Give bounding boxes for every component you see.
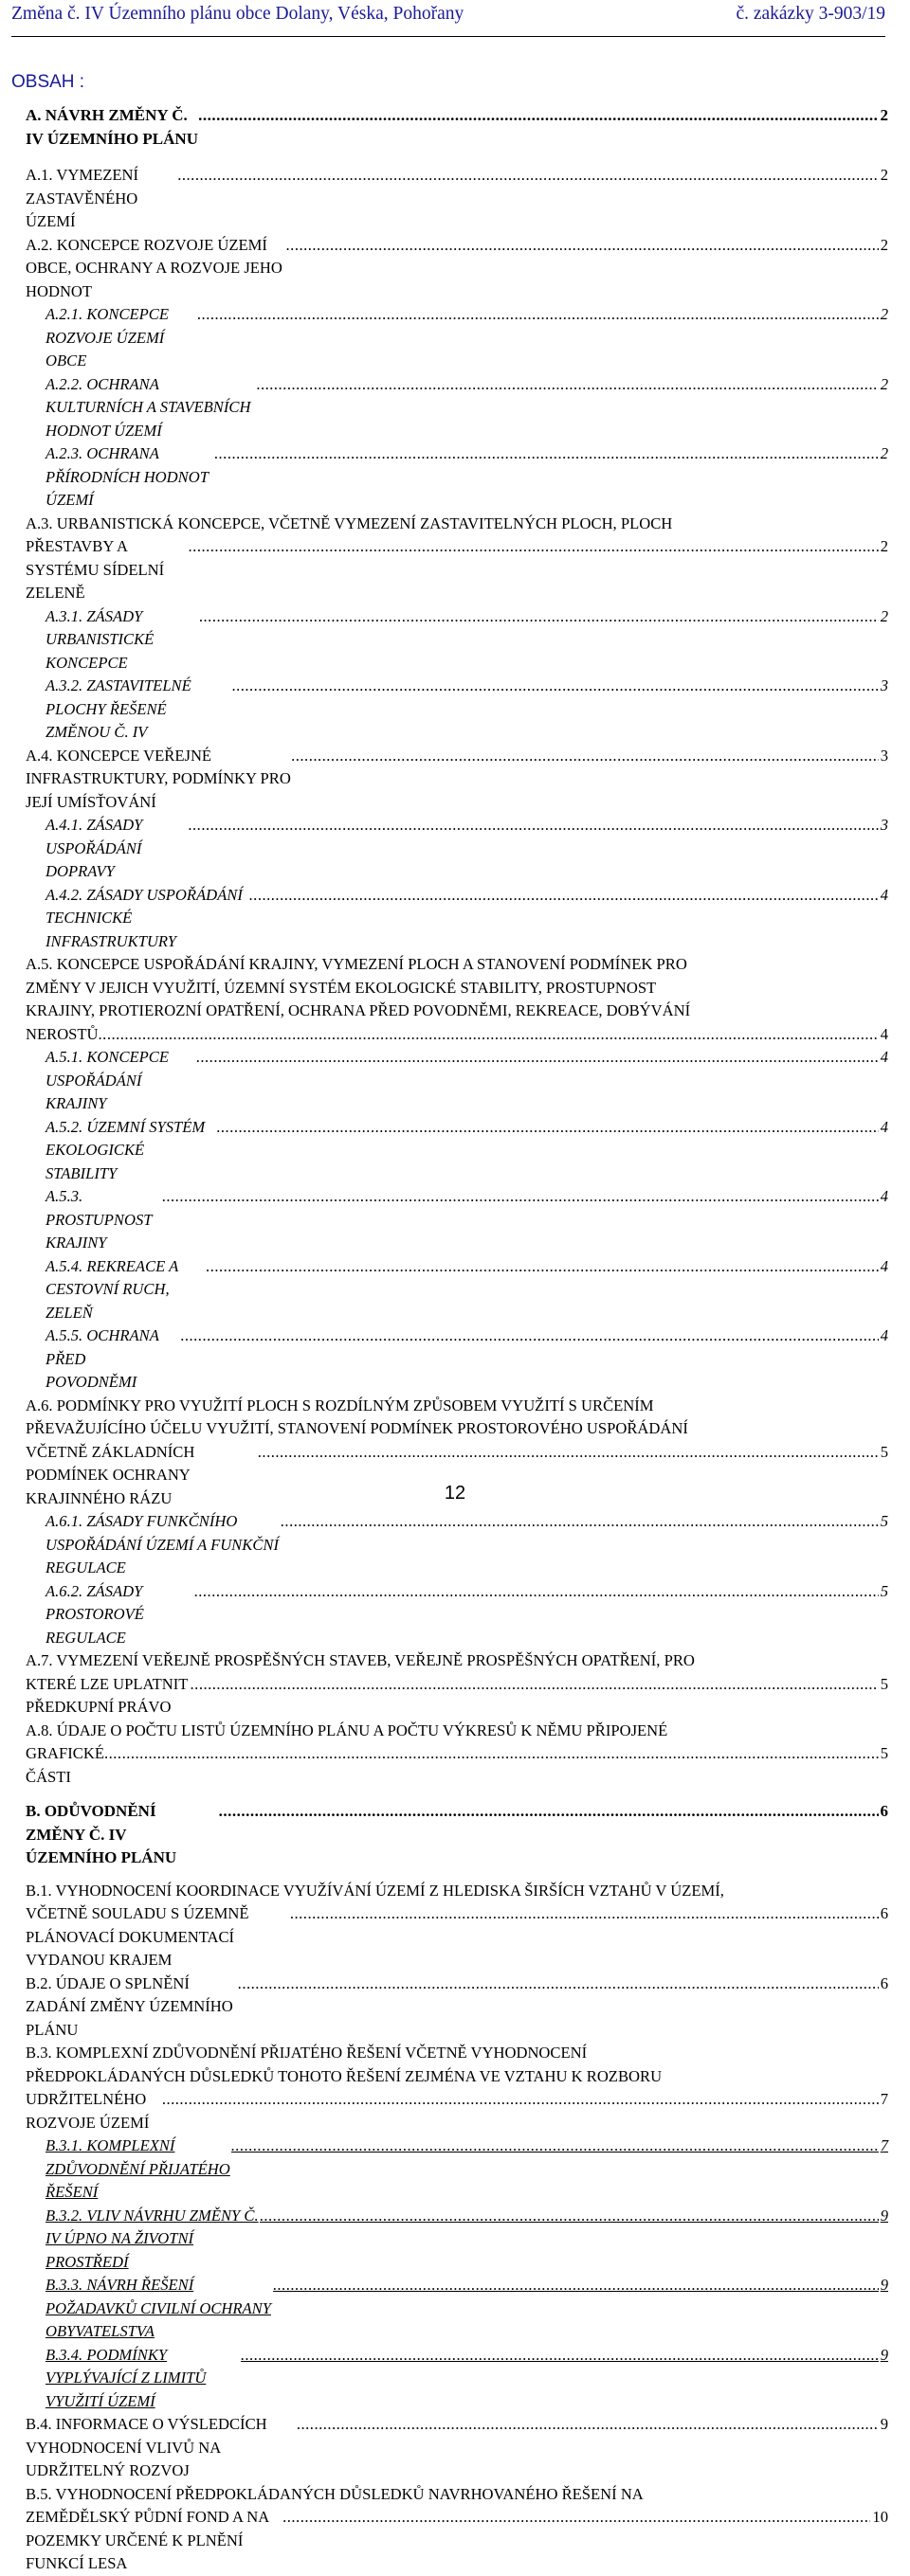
- toc-entry-title: UDRŽITELNÉHO ROZVOJE ÚZEMÍ: [26, 2090, 150, 2132]
- toc-leader-dots: [249, 884, 879, 908]
- toc-page-number: 3: [880, 816, 888, 834]
- toc-entry-title: A.6.2. ZÁSADY PROSTOROVÉ REGULACE: [46, 1581, 144, 1647]
- toc-entry-line: B.5. VYHODNOCENÍ PŘEDPOKLÁDANÝCH DŮSLEDKŮ NAVRHOVANÉHO ŘEŠENÍ NA: [26, 2484, 644, 2503]
- toc-entry-title: B. ODŮVODNĚNÍ ZMĚNY Č. IV ÚZEMNÍHO PLÁNU: [26, 1802, 177, 1866]
- toc-leader-dots: [257, 373, 879, 397]
- toc-page-number: 2: [880, 606, 888, 625]
- toc-entry-title: A.6.1. ZÁSADY FUNKČNÍHO USPOŘÁDÁNÍ ÚZEMÍ A FUNKČNÍ REGULACE: [46, 1512, 279, 1576]
- page-number: 12: [444, 1483, 466, 1504]
- page-header: [11, 4, 885, 37]
- toc-page-number: 9: [880, 2206, 888, 2225]
- toc-entry[interactable]: [26, 1880, 888, 1973]
- toc-page-number: 2: [880, 166, 888, 184]
- toc-page-number: 4: [880, 1187, 888, 1205]
- toc-leader-dots: [273, 2274, 879, 2297]
- toc-entry-line: A.8. ÚDAJE O POČTU LISTŮ ÚZEMNÍHO PLÁNU A POČTU VÝKRESŮ K NĚMU PŘIPOJENÉ: [26, 1720, 668, 1739]
- toc-page-number: 9: [880, 2345, 888, 2364]
- toc-entry-title: A.1. VYMEZENÍ ZASTAVĚNÉHO ÚZEMÍ: [26, 166, 139, 230]
- toc-page-number: 2: [880, 106, 888, 124]
- toc-entry-title: A.4.1. ZÁSADY USPOŘÁDÁNÍ DOPRAVY: [46, 816, 143, 880]
- toc-leader-dots: [104, 1742, 879, 1766]
- toc-entry[interactable]: [26, 2135, 888, 2205]
- toc-page-number: 10: [872, 2508, 888, 2526]
- toc-page-number: 4: [880, 1048, 888, 1066]
- toc-entry-line: B.1. VYHODNOCENÍ KOORDINACE VYUŽÍVÁNÍ ÚZEMÍ Z HLEDISKA ŠIRŠÍCH VZTAHŮ V ÚZEMÍ,: [26, 1881, 724, 1900]
- toc-page-number: 9: [880, 2415, 888, 2433]
- toc-entry-line: B.3. KOMPLEXNÍ ZDŮVODNĚNÍ PŘIJATÉHO ŘEŠENÍ VČETNĚ VYHODNOCENÍ: [26, 2044, 588, 2062]
- toc-entry[interactable]: [26, 675, 888, 745]
- toc-page-number: 5: [880, 1442, 888, 1461]
- toc-leader-dots: [290, 1902, 879, 1926]
- toc-entry[interactable]: [26, 1649, 888, 1720]
- toc-page-number: 4: [880, 885, 888, 904]
- toc-page-number: 3: [880, 676, 888, 694]
- toc-leader-dots: [232, 675, 879, 698]
- toc-leader-dots: [191, 1673, 879, 1697]
- toc-entry-title: B.3.2. VLIV NÁVRHU ZMĚNY Č. IV ÚPNO NA ŽIVOTNÍ PROSTŘEDÍ: [46, 2206, 259, 2271]
- toc-entry-title: A.2.3. OCHRANA PŘÍRODNÍCH HODNOT ÚZEMÍ: [46, 444, 209, 509]
- toc-page-number: 6: [880, 1802, 888, 1820]
- toc-entry[interactable]: [26, 2413, 888, 2483]
- toc-entry-title: A.2.2. OCHRANA KULTURNÍCH A STAVEBNÍCH HODNOT ÚZEMÍ: [46, 374, 251, 440]
- toc-entry-title: VČETNĚ ZÁKLADNÍCH PODMÍNEK OCHRANY KRAJINNÉHO RÁZU: [26, 1442, 195, 1507]
- toc-entry-title: B.3.4. PODMÍNKY VYPLÝVAJÍCÍ Z LIMITŮ VYUŽITÍ ÚZEMÍ: [46, 2345, 207, 2410]
- toc-leader-dots: [196, 1046, 879, 1070]
- toc-leader-dots: [282, 2506, 870, 2530]
- toc-entry-title: B.2. ÚDAJE O SPLNĚNÍ ZADÁNÍ ZMĚNY ÚZEMNÍHO PLÁNU: [26, 1973, 233, 2039]
- toc-page-number: 6: [880, 1904, 888, 1922]
- toc-page-number: 4: [880, 1256, 888, 1275]
- toc-entry-line: A.5. KONCEPCE USPOŘÁDÁNÍ KRAJINY, VYMEZENÍ PLOCH A STANOVENÍ PODMÍNEK PRO: [26, 955, 687, 973]
- toc-leader-dots: [231, 2135, 879, 2158]
- toc-entry-title: A.3.1. ZÁSADY URBANISTICKÉ KONCEPCE: [46, 606, 155, 672]
- toc-leader-dots: [99, 1023, 879, 1047]
- toc-page-number: 2: [880, 374, 888, 393]
- toc-page-number: 7: [880, 2136, 888, 2154]
- toc-leader-dots: [189, 535, 879, 559]
- toc-entry[interactable]: [26, 2274, 888, 2344]
- toc-page-number: 2: [880, 537, 888, 555]
- header-contract-number: č. zakázky 3-903/19: [736, 4, 885, 24]
- toc-entry[interactable]: [26, 814, 888, 884]
- toc-entry[interactable]: [26, 1800, 888, 1870]
- toc-leader-dots: [281, 1510, 879, 1534]
- toc-entry[interactable]: [26, 2483, 888, 2576]
- toc-entry-title: VČETNĚ SOULADU S ÚZEMNĚ PLÁNOVACÍ DOKUMENTACÍ VYDANOU KRAJEM: [26, 1904, 249, 1969]
- toc-page-number: 3: [880, 746, 888, 765]
- toc-entry-title: ZEMĚDĚLSKÝ PŮDNÍ FOND A NA POZEMKY URČENÉ K PLNĚNÍ FUNKCÍ LESA: [26, 2508, 269, 2572]
- toc-page-number: 5: [880, 1512, 888, 1530]
- toc-entry[interactable]: [26, 164, 888, 234]
- toc-entry-title: A.4. KONCEPCE VEŘEJNÉ INFRASTRUKTURY, PODMÍNKY PRO JEJÍ UMÍSŤOVÁNÍ: [26, 746, 291, 811]
- toc-entry[interactable]: [26, 2205, 888, 2275]
- toc-entry-line: A.3. URBANISTICKÁ KONCEPCE, VČETNĚ VYMEZENÍ ZASTAVITELNÝCH PLOCH, PLOCH: [26, 513, 673, 532]
- toc-entry[interactable]: [26, 1116, 888, 1186]
- toc-entry[interactable]: [26, 373, 888, 443]
- toc-entry-title: A.5.3. PROSTUPNOST KRAJINY: [46, 1187, 153, 1252]
- toc-page-number: 2: [880, 235, 888, 254]
- toc-entry-title: A.2.1. KONCEPCE ROZVOJE ÚZEMÍ OBCE: [46, 305, 169, 369]
- toc-page-number: 4: [880, 1117, 888, 1136]
- toc-entry-title: KTERÉ LZE UPLATNIT PŘEDKUPNÍ PRÁVO: [26, 1674, 189, 1716]
- toc-page-number: 9: [880, 2276, 888, 2294]
- toc-leader-dots: [206, 1255, 878, 1279]
- toc-entry-title: A. NÁVRH ZMĚNY Č. IV ÚZEMNÍHO PLÁNU: [26, 106, 198, 148]
- toc-entry[interactable]: [26, 605, 888, 676]
- toc-entry[interactable]: [26, 1046, 888, 1116]
- header-title: Změna č. IV Územního plánu obce Dolany, Véska, Pohořany: [11, 4, 464, 24]
- toc-page-number: 5: [880, 1744, 888, 1762]
- toc-entry[interactable]: [26, 234, 888, 304]
- toc-page-number: 5: [880, 1674, 888, 1693]
- toc-entry[interactable]: [26, 1324, 888, 1395]
- toc-entry[interactable]: [26, 953, 888, 1046]
- toc-leader-dots: [177, 164, 878, 188]
- toc-entry[interactable]: [26, 513, 888, 605]
- toc-entry-line: PŘEDPOKLÁDANÝCH DŮSLEDKŮ TOHOTO ŘEŠENÍ ZEJMÉNA VE VZTAHU K ROZBORU: [26, 2066, 663, 2085]
- toc-page-number: 6: [880, 1973, 888, 1992]
- toc-leader-dots: [260, 2205, 879, 2228]
- toc-leader-dots: [217, 1116, 879, 1140]
- toc-leader-dots: [286, 234, 879, 258]
- toc-entry-title: A.5.5. OCHRANA PŘED POVODNĚMI: [46, 1326, 159, 1391]
- toc-entry-title: A.5.1. KONCEPCE USPOŘÁDÁNÍ KRAJINY: [46, 1048, 169, 1112]
- toc-entry-title: A.5.2. ÚZEMNÍ SYSTÉM EKOLOGICKÉ STABILITY: [46, 1117, 206, 1182]
- toc-entry[interactable]: [26, 884, 888, 954]
- toc-entry[interactable]: [26, 2042, 888, 2135]
- toc-entry-title: A.5.4. REKREACE A CESTOVNÍ RUCH, ZELEŇ: [46, 1256, 178, 1322]
- toc-leader-dots: [181, 1324, 879, 1348]
- toc-leader-dots: [198, 104, 878, 128]
- toc-page-number: 4: [880, 1326, 888, 1344]
- toc-entry-line: A.7. VYMEZENÍ VEŘEJNĚ PROSPĚŠNÝCH STAVEB, VEŘEJNĚ PROSPĚŠNÝCH OPATŘENÍ, PRO: [26, 1651, 695, 1669]
- toc-leader-dots: [162, 2088, 879, 2112]
- toc-entry-line: PŘEVAŽUJÍCÍHO ÚČELU VYUŽITÍ, STANOVENÍ PODMÍNEK PROSTOROVÉHO USPOŘÁDÁNÍ: [26, 1419, 688, 1437]
- toc-leader-dots: [197, 303, 878, 327]
- contents-heading: OBSAH :: [11, 72, 85, 92]
- toc-leader-dots: [258, 1441, 879, 1465]
- toc-entry-line: KRAJINY, PROTIEROZNÍ OPATŘENÍ, OCHRANA PŘED POVODNĚMI, REKREACE, DOBÝVÁNÍ: [26, 1001, 691, 1019]
- toc-page-number: 2: [880, 444, 888, 462]
- table-of-contents: [26, 104, 888, 2576]
- toc-entry[interactable]: [26, 1580, 888, 1650]
- toc-entry-title: A.2. KONCEPCE ROZVOJE ÚZEMÍ OBCE, OCHRANY A ROZVOJE JEHO HODNOT: [26, 235, 282, 300]
- toc-leader-dots: [297, 2413, 879, 2437]
- toc-leader-dots: [199, 605, 878, 629]
- toc-page-number: 7: [880, 2090, 888, 2108]
- toc-entry[interactable]: [26, 1255, 888, 1325]
- toc-leader-dots: [194, 1580, 879, 1604]
- toc-entry[interactable]: [26, 1510, 888, 1580]
- toc-entry-title: B.3.3. NÁVRH ŘEŠENÍ POŽADAVKŮ CIVILNÍ OCHRANY OBYVATELSTVA: [46, 2276, 271, 2340]
- toc-entry[interactable]: [26, 745, 888, 815]
- toc-entry[interactable]: [26, 104, 888, 151]
- toc-entry[interactable]: [26, 1973, 888, 2043]
- toc-leader-dots: [162, 1185, 879, 1209]
- toc-entry[interactable]: [26, 303, 888, 373]
- toc-entry-title: PŘESTAVBY A SYSTÉMU SÍDELNÍ ZELENĚ: [26, 537, 165, 602]
- toc-entry-title: B.4. INFORMACE O VÝSLEDCÍCH VYHODNOCENÍ VLIVŮ NA UDRŽITELNÝ ROZVOJ: [26, 2415, 267, 2479]
- toc-entry-title: GRAFICKÉ ČÁSTI: [26, 1744, 104, 1786]
- toc-entry[interactable]: [26, 2344, 888, 2414]
- toc-entry[interactable]: [26, 442, 888, 513]
- toc-entry-title: NEROSTŮ: [26, 1024, 99, 1043]
- toc-entry-line: A.6. PODMÍNKY PRO VYUŽITÍ PLOCH S ROZDÍLNÝM ZPŮSOBEM VYUŽITÍ S URČENÍM: [26, 1396, 654, 1414]
- toc-entry-title: B.3.1. KOMPLEXNÍ ZDŮVODNĚNÍ PŘIJATÉHO ŘEŠENÍ: [46, 2136, 230, 2201]
- toc-page-number: 4: [880, 1024, 888, 1043]
- toc-page-number: 2: [880, 305, 888, 323]
- toc-entry[interactable]: [26, 1720, 888, 1790]
- toc-leader-dots: [219, 1800, 879, 1824]
- toc-leader-dots: [189, 814, 879, 838]
- toc-leader-dots: [291, 745, 879, 768]
- toc-page-number: 5: [880, 1581, 888, 1600]
- toc-entry-line: ZMĚNY V JEJICH VYUŽITÍ, ÚZEMNÍ SYSTÉM EKOLOGICKÉ STABILITY, PROSTUPNOST: [26, 978, 657, 997]
- toc-entry[interactable]: [26, 1185, 888, 1255]
- toc-leader-dots: [238, 1973, 879, 1996]
- toc-entry-title: A.3.2. ZASTAVITELNÉ PLOCHY ŘEŠENÉ ZMĚNOU Č. IV: [46, 676, 191, 741]
- toc-entry-title: A.4.2. ZÁSADY USPOŘÁDÁNÍ TECHNICKÉ INFRASTRUKTURY: [46, 885, 243, 950]
- toc-leader-dots: [241, 2344, 879, 2368]
- toc-leader-dots: [214, 442, 878, 466]
